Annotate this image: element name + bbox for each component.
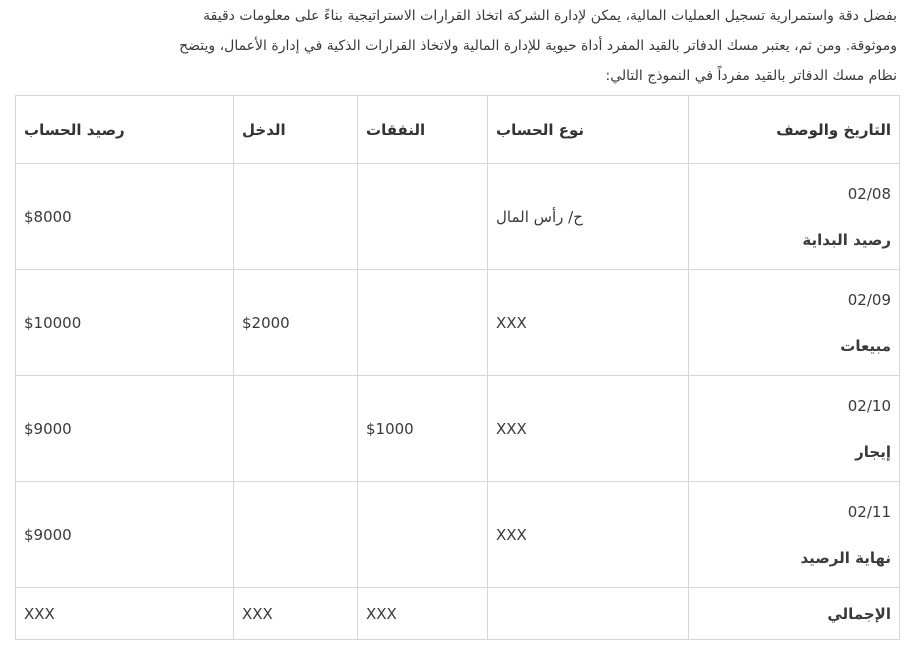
cell-expenses [358,164,488,270]
table-row [16,164,900,270]
header-balance: رصيد الحساب [16,96,234,164]
balance-value: $10000 [24,313,82,332]
table-header-row [16,96,900,164]
header-expenses: النفقات [358,96,488,164]
cell-date-desc [689,482,900,588]
cell-balance [16,270,234,376]
table-row [16,270,900,376]
cell-total-balance [16,588,234,640]
entry-label: مبيعات [840,336,891,355]
entry-label: إيجار [855,442,891,461]
header-account-type: نوع الحساب [488,96,689,164]
total-balance-value: XXX [24,604,55,623]
cell-account-type: XXX [488,482,689,588]
total-expenses-value: XXX [366,604,397,623]
table-total-row [16,588,900,640]
cell-date-desc [689,376,900,482]
cell-balance [16,376,234,482]
table-row [16,482,900,588]
entry-label: رصيد البداية [802,230,891,249]
cell-income [234,270,358,376]
balance-value: $8000 [24,207,72,226]
cell-total-account [488,588,689,640]
cell-date-desc [689,164,900,270]
cell-balance [16,482,234,588]
cell-income [234,376,358,482]
cell-expenses [358,270,488,376]
total-income-value: XXX [242,604,273,623]
intro-paragraph [7,1,897,91]
header-income: الدخل [234,96,358,164]
entry-label: نهاية الرصيد [800,548,891,567]
income-value: $2000 [242,313,290,332]
entry-date: 02/08 [847,184,891,203]
total-label: الإجمالي [827,604,891,623]
balance-value: $9000 [24,525,72,544]
cell-date-desc [689,270,900,376]
cell-expenses [358,482,488,588]
cell-total-income [234,588,358,640]
cell-account-type: XXX [488,376,689,482]
cell-account-type: XXX [488,270,689,376]
cell-account-type: ح/ رأس المال [488,164,689,270]
single-entry-ledger-table [15,95,900,640]
cell-total-label [689,588,900,640]
cell-income [234,482,358,588]
entry-date: 02/09 [847,290,891,309]
balance-value: $9000 [24,419,72,438]
entry-date: 02/10 [847,396,891,415]
cell-income [234,164,358,270]
intro-line: بفضل دقة واستمرارية تسجيل العمليات المالية، يمكن لإدارة الشركة اتخاذ القرارات الاستراتيجية بناءً على معلومات دقيقة [203,8,897,24]
expenses-value: $1000 [366,419,414,438]
cell-total-expenses [358,588,488,640]
cell-balance [16,164,234,270]
table-row [16,376,900,482]
header-date-desc: التاريخ والوصف [689,96,900,164]
entry-date: 02/11 [847,502,891,521]
intro-line: نظام مسك الدفاتر بالقيد مفرداً في النموذج التالي: [605,68,897,84]
intro-line: وموثوقة. ومن ثم، يعتبر مسك الدفاتر بالقيد المفرد أداة حيوية للإدارة المالية ولاتخاذ القرارات الذكية في إدارة الأعمال، ويتضح [179,38,897,54]
cell-expenses [358,376,488,482]
